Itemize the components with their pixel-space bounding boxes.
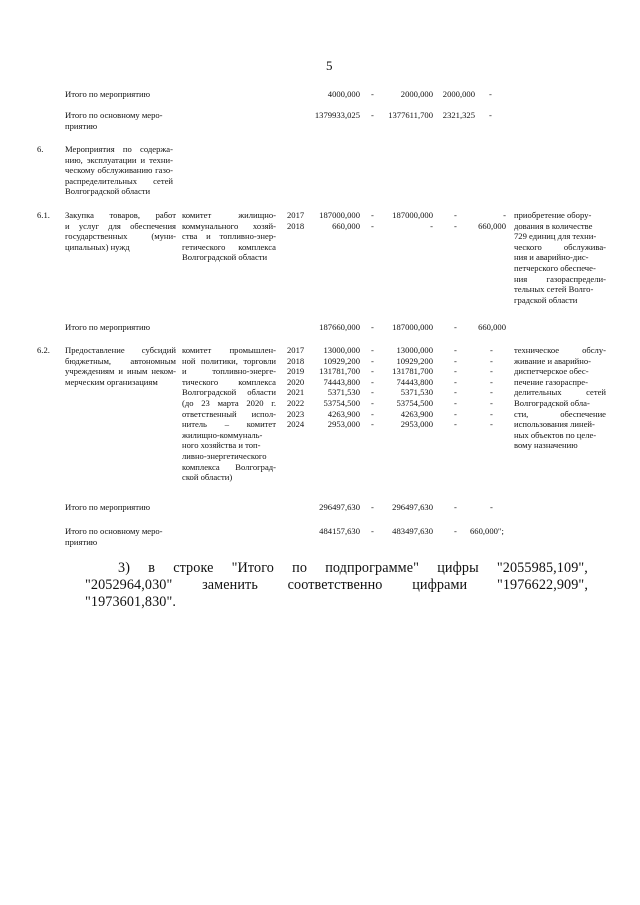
total-value: 53754,500 (323, 397, 360, 408)
total-main-label-line: Итого по основному меро- (65, 110, 163, 120)
dash-value: - (371, 89, 374, 99)
regional-value: 13000,000 (396, 345, 433, 355)
paragraph-word: 3) (118, 560, 131, 576)
local-column (454, 345, 457, 430)
total-value: 4000,000 (327, 89, 360, 99)
result-line: петчерского обеспече- (514, 262, 596, 273)
dash-value: - (371, 322, 374, 332)
result-line: ных объектов по целе- (514, 429, 597, 440)
amendment-paragraph (85, 560, 588, 611)
extra-value: - (490, 408, 493, 419)
extra-column (490, 345, 493, 430)
regional-value: 296497,630 (392, 502, 433, 512)
regional-value: - (430, 220, 433, 231)
result-line: 729 единиц для техни- (514, 231, 597, 242)
paragraph-line (88, 560, 588, 577)
extra-value: - (489, 110, 492, 120)
total-value: 1379933,025 (314, 110, 360, 120)
extra-value: - (490, 345, 493, 355)
extra-value: - (490, 387, 493, 398)
paragraph-line: "1973601,830". (85, 594, 177, 610)
page-number: 5 (326, 58, 333, 73)
regional-value: 187000,000 (392, 322, 433, 332)
total-value: 484157,630 (319, 526, 360, 536)
local-value: 2000,000 (442, 89, 475, 99)
paragraph-word: соответственно (287, 577, 383, 593)
paragraph-line (85, 577, 588, 594)
regional-value: 5371,530 (400, 387, 433, 398)
section-title-line: Мероприятия по содержа- (65, 144, 173, 154)
local-value: - (454, 526, 457, 536)
total-value: 74443,800 (323, 376, 360, 387)
federal-value: - (371, 355, 374, 366)
executor-line: тического комплекса (182, 376, 276, 387)
extra-value: - (490, 376, 493, 387)
total-main-label-line: приятию (65, 537, 98, 547)
federal-value: - (371, 366, 374, 377)
paragraph-word: строке (173, 560, 214, 576)
regional-value: 1377611,700 (388, 110, 433, 120)
section-title-line: Волгоградской области (65, 186, 151, 197)
measure-name-line: ципальных) нужд (65, 241, 130, 252)
local-value: - (454, 355, 457, 366)
paragraph-word: "Итого (231, 560, 274, 576)
dash-value: - (371, 526, 374, 536)
result-line: тельных сетей Волго- (514, 284, 594, 295)
year: 2018 (287, 355, 305, 366)
dash-value: - (371, 110, 374, 120)
result-line: градской области (514, 294, 578, 305)
local-value: 2321,325 (442, 110, 475, 120)
total-value: 187000,000 (319, 210, 360, 220)
extra-value: - (503, 210, 506, 220)
year: 2018 (287, 220, 305, 231)
result-line: живание и аварийно- (514, 355, 592, 366)
regional-value: 187000,000 (392, 210, 433, 220)
total-column (300, 345, 360, 430)
year: 2019 (287, 366, 305, 377)
local-value: - (454, 408, 457, 419)
row-number: 6.2. (37, 345, 50, 355)
local-column (454, 210, 457, 231)
executor-line: нитель – комитет (182, 419, 276, 430)
executor-line: комплекса Волгоград- (182, 461, 276, 472)
total-value: 10929,200 (323, 355, 360, 366)
result-line: делительных сетей (514, 387, 606, 398)
regional-value: 131781,700 (392, 366, 433, 377)
row-number: 6.1. (37, 210, 50, 220)
result-line: Волгоградской обла- (514, 397, 590, 408)
extra-value: 660,000 (478, 322, 506, 332)
federal-value: - (371, 387, 374, 398)
local-value: - (454, 210, 457, 220)
result-line: дования в количестве (514, 220, 593, 231)
regional-column (380, 345, 433, 430)
year: 2017 (287, 210, 305, 220)
year: 2022 (287, 397, 305, 408)
paragraph-word: "1976622,909", (496, 577, 588, 593)
total-value: 131781,700 (319, 366, 360, 377)
paragraph-word: цифрами (412, 577, 468, 593)
paragraph-word: подпрограмме" (325, 560, 420, 576)
federal-column (371, 210, 374, 231)
executor-line: Волгоградской области (182, 252, 268, 263)
total-value: 4263,900 (327, 408, 360, 419)
result-line: ния газораспредели- (514, 273, 606, 284)
executor-line: ответственный испол- (182, 408, 276, 419)
executor-line: и топливно-энерге- (182, 366, 276, 377)
result-line: ния и аварийно-дис- (514, 252, 589, 263)
paragraph-word: цифры (437, 560, 479, 576)
extra-value: - (490, 366, 493, 377)
federal-value: - (371, 345, 374, 355)
measure-name-line: Предоставление субсидий (65, 345, 176, 355)
total-row-label: Итого по мероприятию (65, 89, 151, 99)
extra-value: - (489, 89, 492, 99)
result-line: вому назначению (514, 440, 578, 451)
extra-column (470, 210, 506, 231)
measure-name-line: учреждениям и иным неком- (65, 366, 176, 377)
local-value: - (454, 502, 457, 512)
measure-name-line: бюджетным, автономным (65, 355, 176, 366)
section-title (65, 144, 173, 197)
result-line: ческого обслужива- (514, 241, 606, 252)
result-line: диспетчерское обес- (514, 366, 589, 377)
federal-value: - (371, 210, 374, 220)
result-text (514, 210, 606, 305)
executor-line: ливно-энергетического (182, 450, 267, 461)
year: 2021 (287, 387, 305, 398)
result-line: печение газораспре- (514, 376, 588, 387)
local-value: - (454, 220, 457, 231)
result-line: техническое обслу- (514, 345, 606, 355)
measure-name-line: мерческим организациям (65, 376, 158, 387)
regional-value: 2000,000 (400, 89, 433, 99)
executor (182, 210, 276, 263)
federal-value: - (371, 220, 374, 231)
extra-value: - (490, 502, 493, 512)
federal-value: - (371, 419, 374, 430)
regional-value: 4263,900 (400, 408, 433, 419)
total-main-label-line: приятию (65, 121, 98, 131)
federal-value: - (371, 397, 374, 408)
year: 2020 (287, 376, 305, 387)
paragraph-word: по (292, 560, 308, 576)
measure-name (65, 345, 176, 387)
paragraph-word: в (148, 560, 156, 576)
federal-value: - (371, 376, 374, 387)
extra-value: - (490, 397, 493, 408)
paragraph-word: "2055985,109", (496, 560, 588, 576)
result-text (514, 345, 606, 451)
local-value: - (454, 366, 457, 377)
paragraph-word: заменить (202, 577, 258, 593)
total-value: 13000,000 (323, 345, 360, 355)
extra-value: 660,000"; (470, 526, 504, 536)
executor-line: ства и топливно-энер- (182, 231, 276, 242)
total-main-label-line: Итого по основному меро- (65, 526, 163, 536)
extra-value: - (490, 419, 493, 430)
total-value: 2953,000 (327, 419, 360, 430)
regional-value: 2953,000 (400, 419, 433, 430)
result-line: приобретение обору- (514, 210, 592, 220)
regional-value: 74443,800 (396, 376, 433, 387)
total-column (300, 210, 360, 231)
total-value: 187660,000 (319, 322, 360, 332)
measure-name-line: и услуг для обеспечения (65, 220, 176, 231)
local-value: - (454, 376, 457, 387)
regional-value: 10929,200 (396, 355, 433, 366)
regional-value: 53754,500 (396, 397, 433, 408)
regional-column (380, 210, 433, 231)
local-value: - (454, 387, 457, 398)
section-title-line: нию, эксплуатации и техни- (65, 154, 173, 165)
dash-value: - (371, 502, 374, 512)
year: 2023 (287, 408, 305, 419)
executor-line: ного хозяйства и топ- (182, 440, 261, 451)
paragraph-word: "2052964,030" (85, 577, 173, 593)
federal-column (371, 345, 374, 430)
executor-line: жилищно-коммуналь- (182, 429, 263, 440)
measure-name (65, 210, 176, 252)
executor (182, 345, 276, 483)
total-value: 660,000 (332, 220, 360, 231)
extra-value: 660,000 (478, 220, 506, 231)
section-title-line: распределительных сетей (65, 175, 173, 186)
executor-line: коммунального хозяй- (182, 220, 276, 231)
total-value: 5371,530 (327, 387, 360, 398)
extra-value: - (490, 355, 493, 366)
section-title-line: ческому обслуживанию газо- (65, 165, 173, 176)
year: 2017 (287, 345, 305, 355)
regional-value: 483497,630 (392, 526, 433, 536)
year: 2024 (287, 419, 305, 430)
measure-name-line: Закупка товаров, работ (65, 210, 176, 220)
local-value: - (454, 397, 457, 408)
result-line: использования линей- (514, 419, 595, 430)
measure-name-line: государственных (муни- (65, 231, 176, 242)
federal-value: - (371, 408, 374, 419)
local-value: - (454, 345, 457, 355)
total-row-label: Итого по мероприятию (65, 502, 151, 512)
section-number: 6. (37, 144, 44, 154)
local-value: - (454, 322, 457, 332)
executor-line: ской области) (182, 472, 233, 483)
executor-line: комитет промышлен- (182, 345, 276, 355)
executor-line: Волгоградской области (182, 387, 276, 398)
local-value: - (454, 419, 457, 430)
executor-line: комитет жилищно- (182, 210, 276, 220)
total-value: 296497,630 (319, 502, 360, 512)
executor-line: ной политики, торговли (182, 355, 276, 366)
result-line: сти, обеспечение (514, 408, 606, 419)
total-row-label: Итого по мероприятию (65, 322, 151, 332)
executor-line: гетического комплекса (182, 241, 276, 252)
executor-line: (до 23 марта 2020 г. (182, 397, 276, 408)
